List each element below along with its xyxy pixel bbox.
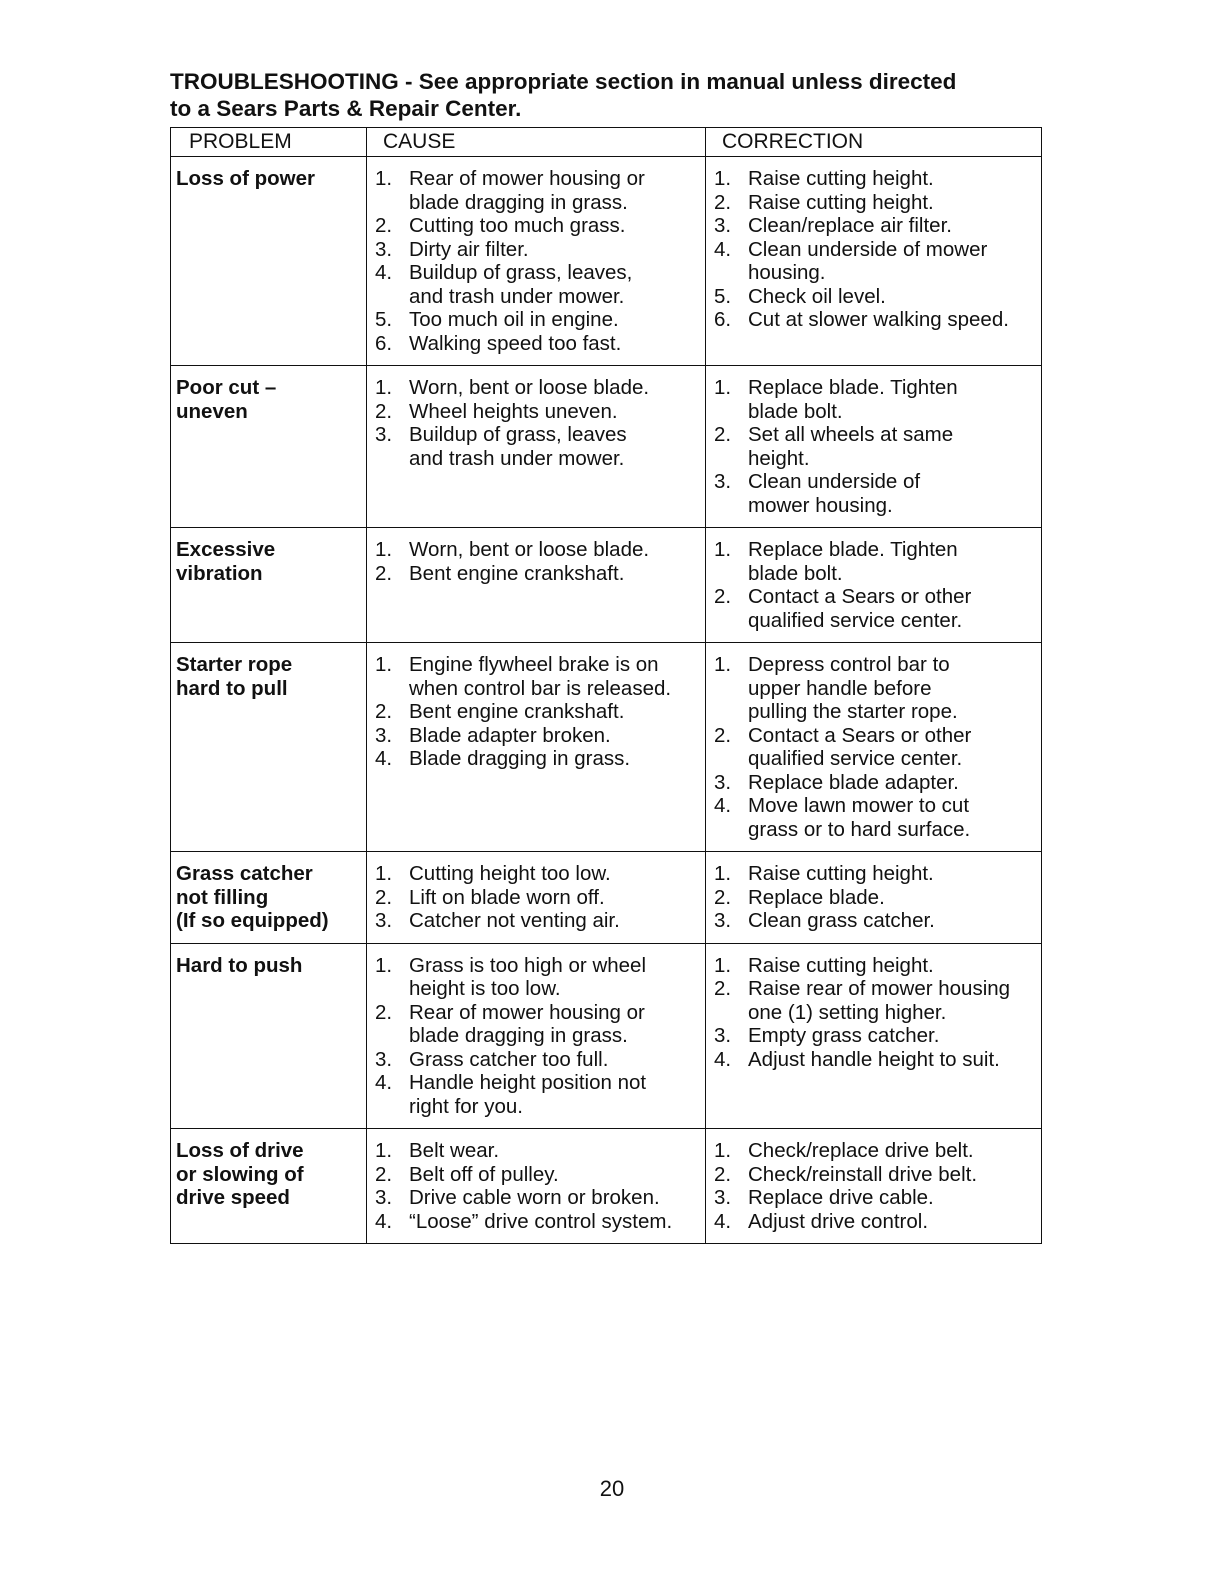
correction-list xyxy=(706,538,1041,632)
table-body xyxy=(171,157,1042,1244)
cause-item xyxy=(375,1210,705,1234)
cause-item-text: Handle height position not right for you. xyxy=(409,1071,647,1118)
correction-item xyxy=(714,470,1041,517)
cause-item xyxy=(375,332,705,356)
table-row xyxy=(171,943,1042,1129)
cause-item-text: Bent engine crankshaft. xyxy=(409,700,625,723)
cause-item-number: 1. xyxy=(375,862,393,885)
cause-item-text: “Loose” drive control system. xyxy=(409,1209,673,1233)
cause-list xyxy=(367,376,705,470)
table-row xyxy=(171,643,1042,852)
table-row xyxy=(171,366,1042,528)
correction-item xyxy=(714,585,1041,632)
correction-item-text: Replace blade. xyxy=(748,885,885,909)
correction-item xyxy=(714,285,1041,309)
cause-item-text: Cutting height too low. xyxy=(409,862,611,885)
cause-item-text: Bent engine crankshaft. xyxy=(409,561,625,585)
correction-item-text: Clean underside of mower housing. xyxy=(748,470,921,517)
correction-item-text: Move lawn mower to cut grass or to hard surface. xyxy=(748,794,971,841)
correction-item-text: Clean/replace air filter. xyxy=(748,214,952,237)
cause-item-text: Rear of mower housing or blade dragging in grass. xyxy=(409,167,645,214)
cause-item xyxy=(375,909,705,933)
cause-item-text: Belt wear. xyxy=(409,1139,500,1162)
correction-item-number: 2. xyxy=(714,723,732,747)
cause-item-number: 1. xyxy=(375,167,393,190)
cause-item xyxy=(375,700,705,724)
correction-item-number: 2. xyxy=(714,190,732,214)
correction-item-number: 4. xyxy=(714,794,732,817)
cause-item-text: Dirty air filter. xyxy=(409,237,529,261)
cause-cell xyxy=(367,943,706,1129)
cause-list xyxy=(367,862,705,933)
cause-item-text: Too much oil in engine. xyxy=(409,308,619,331)
correction-cell xyxy=(706,643,1042,852)
correction-item xyxy=(714,1024,1041,1048)
cause-item-text: Buildup of grass, leaves and trash under mower. xyxy=(409,423,627,470)
correction-item-number: 3. xyxy=(714,214,732,237)
cause-cell xyxy=(367,852,706,944)
cause-item xyxy=(375,724,705,748)
problem-cell xyxy=(171,643,367,852)
correction-list xyxy=(706,167,1041,332)
cause-item xyxy=(375,423,705,470)
cause-item-text: Worn, bent or loose blade. xyxy=(409,376,650,399)
correction-item-number: 1. xyxy=(714,538,732,561)
cause-item-text: Blade dragging in grass. xyxy=(409,747,631,770)
cause-item-number: 4. xyxy=(375,1071,393,1094)
cause-list xyxy=(367,653,705,771)
page-heading xyxy=(170,68,1070,122)
correction-item xyxy=(714,862,1041,886)
correction-item-text: Empty grass catcher. xyxy=(748,1024,940,1047)
correction-item-text: Check/reinstall drive belt. xyxy=(748,1162,978,1186)
correction-item xyxy=(714,376,1041,423)
correction-item-text: Check/replace drive belt. xyxy=(748,1139,974,1162)
cause-list xyxy=(367,954,705,1119)
problem-cell xyxy=(171,528,367,643)
cause-item xyxy=(375,886,705,910)
cause-list xyxy=(367,538,705,585)
table-row xyxy=(171,1129,1042,1244)
cause-item xyxy=(375,862,705,886)
correction-item-number: 1. xyxy=(714,862,732,885)
correction-item-text: Clean grass catcher. xyxy=(748,909,935,932)
cause-cell xyxy=(367,643,706,852)
cause-item-text: Belt off of pulley. xyxy=(409,1162,559,1186)
cause-list xyxy=(367,167,705,355)
cause-item-text: Buildup of grass, leaves, and trash under mower. xyxy=(409,261,633,308)
cause-item xyxy=(375,1186,705,1210)
cause-item-number: 2. xyxy=(375,399,393,423)
table-row xyxy=(171,852,1042,944)
correction-item-number: 1. xyxy=(714,953,732,977)
cause-item-text: Drive cable worn or broken. xyxy=(409,1186,660,1209)
cause-item xyxy=(375,376,705,400)
cause-item-text: Grass catcher too full. xyxy=(409,1047,609,1071)
correction-item xyxy=(714,1210,1041,1234)
cause-item xyxy=(375,954,705,1001)
correction-item-text: Set all wheels at same height. xyxy=(748,423,954,470)
correction-list xyxy=(706,1139,1041,1233)
problem-label: Grass catcher not filling (If so equipped) xyxy=(176,862,329,932)
correction-item-number: 6. xyxy=(714,308,732,331)
correction-item xyxy=(714,423,1041,470)
correction-item xyxy=(714,886,1041,910)
cause-item xyxy=(375,538,705,562)
correction-item-number: 2. xyxy=(714,585,732,608)
correction-item-text: Adjust drive control. xyxy=(748,1209,929,1233)
problem-cell xyxy=(171,1129,367,1244)
cause-item xyxy=(375,1163,705,1187)
correction-item-number: 2. xyxy=(714,885,732,909)
heading-line-2: to a Sears Parts & Repair Center. xyxy=(170,96,522,121)
cause-item-number: 3. xyxy=(375,1186,393,1209)
cause-cell xyxy=(367,366,706,528)
table-row xyxy=(171,157,1042,366)
header-problem: PROBLEM xyxy=(171,128,367,157)
correction-item xyxy=(714,653,1041,724)
cause-item-number: 4. xyxy=(375,1209,393,1233)
problem-label: Poor cut – uneven xyxy=(176,376,277,423)
correction-cell xyxy=(706,366,1042,528)
cause-item-number: 1. xyxy=(375,653,393,676)
correction-item xyxy=(714,954,1041,978)
correction-item xyxy=(714,308,1041,332)
correction-item-number: 1. xyxy=(714,376,732,399)
cause-item xyxy=(375,1071,705,1118)
cause-item-number: 1. xyxy=(375,953,393,977)
cause-item xyxy=(375,1001,705,1048)
correction-item-number: 2. xyxy=(714,977,732,1000)
correction-item-number: 4. xyxy=(714,1209,732,1233)
cause-item-number: 6. xyxy=(375,331,393,355)
cause-item-text: Blade adapter broken. xyxy=(409,723,611,747)
correction-item-number: 3. xyxy=(714,1186,732,1209)
problem-label: Hard to push xyxy=(176,953,303,977)
cause-item-number: 1. xyxy=(375,376,393,399)
cause-item xyxy=(375,1048,705,1072)
correction-item-text: Replace drive cable. xyxy=(748,1186,934,1209)
cause-item xyxy=(375,261,705,308)
correction-item xyxy=(714,238,1041,285)
cause-item-number: 1. xyxy=(375,1139,393,1162)
table-header-row xyxy=(171,128,1042,157)
correction-item xyxy=(714,167,1041,191)
correction-item-text: Cut at slower walking speed. xyxy=(748,308,1009,331)
cause-item-number: 2. xyxy=(375,214,393,237)
cause-cell xyxy=(367,528,706,643)
problem-cell xyxy=(171,157,367,366)
cause-item-number: 2. xyxy=(375,700,393,723)
cause-item xyxy=(375,562,705,586)
cause-item-number: 2. xyxy=(375,1162,393,1186)
cause-item-number: 4. xyxy=(375,261,393,284)
correction-list xyxy=(706,653,1041,841)
correction-item xyxy=(714,771,1041,795)
cause-item xyxy=(375,653,705,700)
problem-cell xyxy=(171,852,367,944)
correction-item-number: 2. xyxy=(714,1162,732,1186)
cause-item-number: 3. xyxy=(375,909,393,932)
problem-label: Loss of drive or slowing of drive speed xyxy=(176,1139,304,1209)
problem-label: Excessive vibration xyxy=(176,538,276,585)
correction-item-number: 3. xyxy=(714,770,732,794)
cause-item-text: Walking speed too fast. xyxy=(409,331,622,355)
correction-item xyxy=(714,1163,1041,1187)
cause-item-number: 3. xyxy=(375,237,393,261)
cause-item xyxy=(375,308,705,332)
cause-item xyxy=(375,238,705,262)
correction-list xyxy=(706,954,1041,1072)
cause-item-number: 5. xyxy=(375,308,393,331)
correction-cell xyxy=(706,852,1042,944)
cause-item xyxy=(375,214,705,238)
correction-item-number: 1. xyxy=(714,653,732,676)
correction-item xyxy=(714,794,1041,841)
cause-item-number: 1. xyxy=(375,538,393,561)
header-correction: CORRECTION xyxy=(706,128,1042,157)
cause-item-text: Lift on blade worn off. xyxy=(409,885,605,909)
correction-item-text: Replace blade. Tighten blade bolt. xyxy=(748,376,958,423)
correction-item xyxy=(714,977,1041,1024)
cause-item xyxy=(375,1139,705,1163)
correction-list xyxy=(706,862,1041,933)
cause-item xyxy=(375,747,705,771)
correction-item xyxy=(714,909,1041,933)
cause-item-number: 2. xyxy=(375,885,393,909)
table-row xyxy=(171,528,1042,643)
correction-item xyxy=(714,1139,1041,1163)
correction-item-number: 1. xyxy=(714,1139,732,1162)
problem-cell xyxy=(171,366,367,528)
correction-item-number: 3. xyxy=(714,470,732,493)
correction-item xyxy=(714,724,1041,771)
cause-item-number: 4. xyxy=(375,747,393,770)
correction-item-text: Raise cutting height. xyxy=(748,862,934,885)
correction-list xyxy=(706,376,1041,517)
correction-item-number: 2. xyxy=(714,423,732,446)
cause-item-number: 2. xyxy=(375,561,393,585)
correction-item-number: 5. xyxy=(714,284,732,308)
cause-item-number: 3. xyxy=(375,423,393,446)
cause-item-number: 3. xyxy=(375,723,393,747)
correction-item-number: 4. xyxy=(714,1047,732,1071)
correction-item-text: Raise cutting height. xyxy=(748,190,934,214)
cause-item-text: Wheel heights uneven. xyxy=(409,399,618,423)
correction-item-text: Contact a Sears or other qualified service center. xyxy=(748,723,972,770)
correction-item-text: Contact a Sears or other qualified service center. xyxy=(748,585,972,632)
correction-item-text: Raise cutting height. xyxy=(748,167,934,190)
cause-item xyxy=(375,400,705,424)
troubleshooting-table xyxy=(170,127,1042,1244)
page-number: 20 xyxy=(599,1476,625,1501)
correction-cell xyxy=(706,157,1042,366)
cause-item-text: Rear of mower housing or blade dragging in grass. xyxy=(409,1000,645,1047)
heading-line-1: TROUBLESHOOTING - See appropriate section in manual unless directed xyxy=(170,69,957,94)
correction-item-text: Check oil level. xyxy=(748,284,886,308)
problem-cell xyxy=(171,943,367,1129)
header-cause: CAUSE xyxy=(367,128,706,157)
correction-item-number: 3. xyxy=(714,909,732,932)
correction-item xyxy=(714,1048,1041,1072)
cause-item xyxy=(375,167,705,214)
cause-item-text: Grass is too high or wheel height is too low. xyxy=(409,953,647,1000)
cause-cell xyxy=(367,157,706,366)
problem-label: Starter rope hard to pull xyxy=(176,653,293,700)
correction-item xyxy=(714,1186,1041,1210)
correction-item-text: Clean underside of mower housing. xyxy=(748,237,988,284)
correction-item-text: Replace blade adapter. xyxy=(748,770,959,794)
cause-item-text: Worn, bent or loose blade. xyxy=(409,538,650,561)
correction-item-number: 4. xyxy=(714,237,732,261)
correction-item-number: 1. xyxy=(714,167,732,190)
correction-item xyxy=(714,191,1041,215)
cause-item-text: Catcher not venting air. xyxy=(409,909,620,932)
cause-cell xyxy=(367,1129,706,1244)
correction-item-text: Raise rear of mower housing one (1) setting higher. xyxy=(748,977,1011,1024)
correction-cell xyxy=(706,943,1042,1129)
cause-item-text: Cutting too much grass. xyxy=(409,214,626,237)
correction-item-text: Adjust handle height to suit. xyxy=(748,1047,1000,1071)
correction-item-text: Depress control bar to upper handle before pulling the starter rope. xyxy=(748,653,958,723)
cause-item-number: 2. xyxy=(375,1000,393,1024)
correction-item xyxy=(714,214,1041,238)
problem-label: Loss of power xyxy=(176,167,315,190)
correction-item-text: Raise cutting height. xyxy=(748,953,934,977)
correction-item-number: 3. xyxy=(714,1024,732,1047)
correction-item xyxy=(714,538,1041,585)
correction-item-text: Replace blade. Tighten blade bolt. xyxy=(748,538,958,585)
cause-item-number: 3. xyxy=(375,1047,393,1071)
cause-item-text: Engine flywheel brake is on when control bar is released. xyxy=(409,653,672,700)
correction-cell xyxy=(706,528,1042,643)
cause-list xyxy=(367,1139,705,1233)
correction-cell xyxy=(706,1129,1042,1244)
